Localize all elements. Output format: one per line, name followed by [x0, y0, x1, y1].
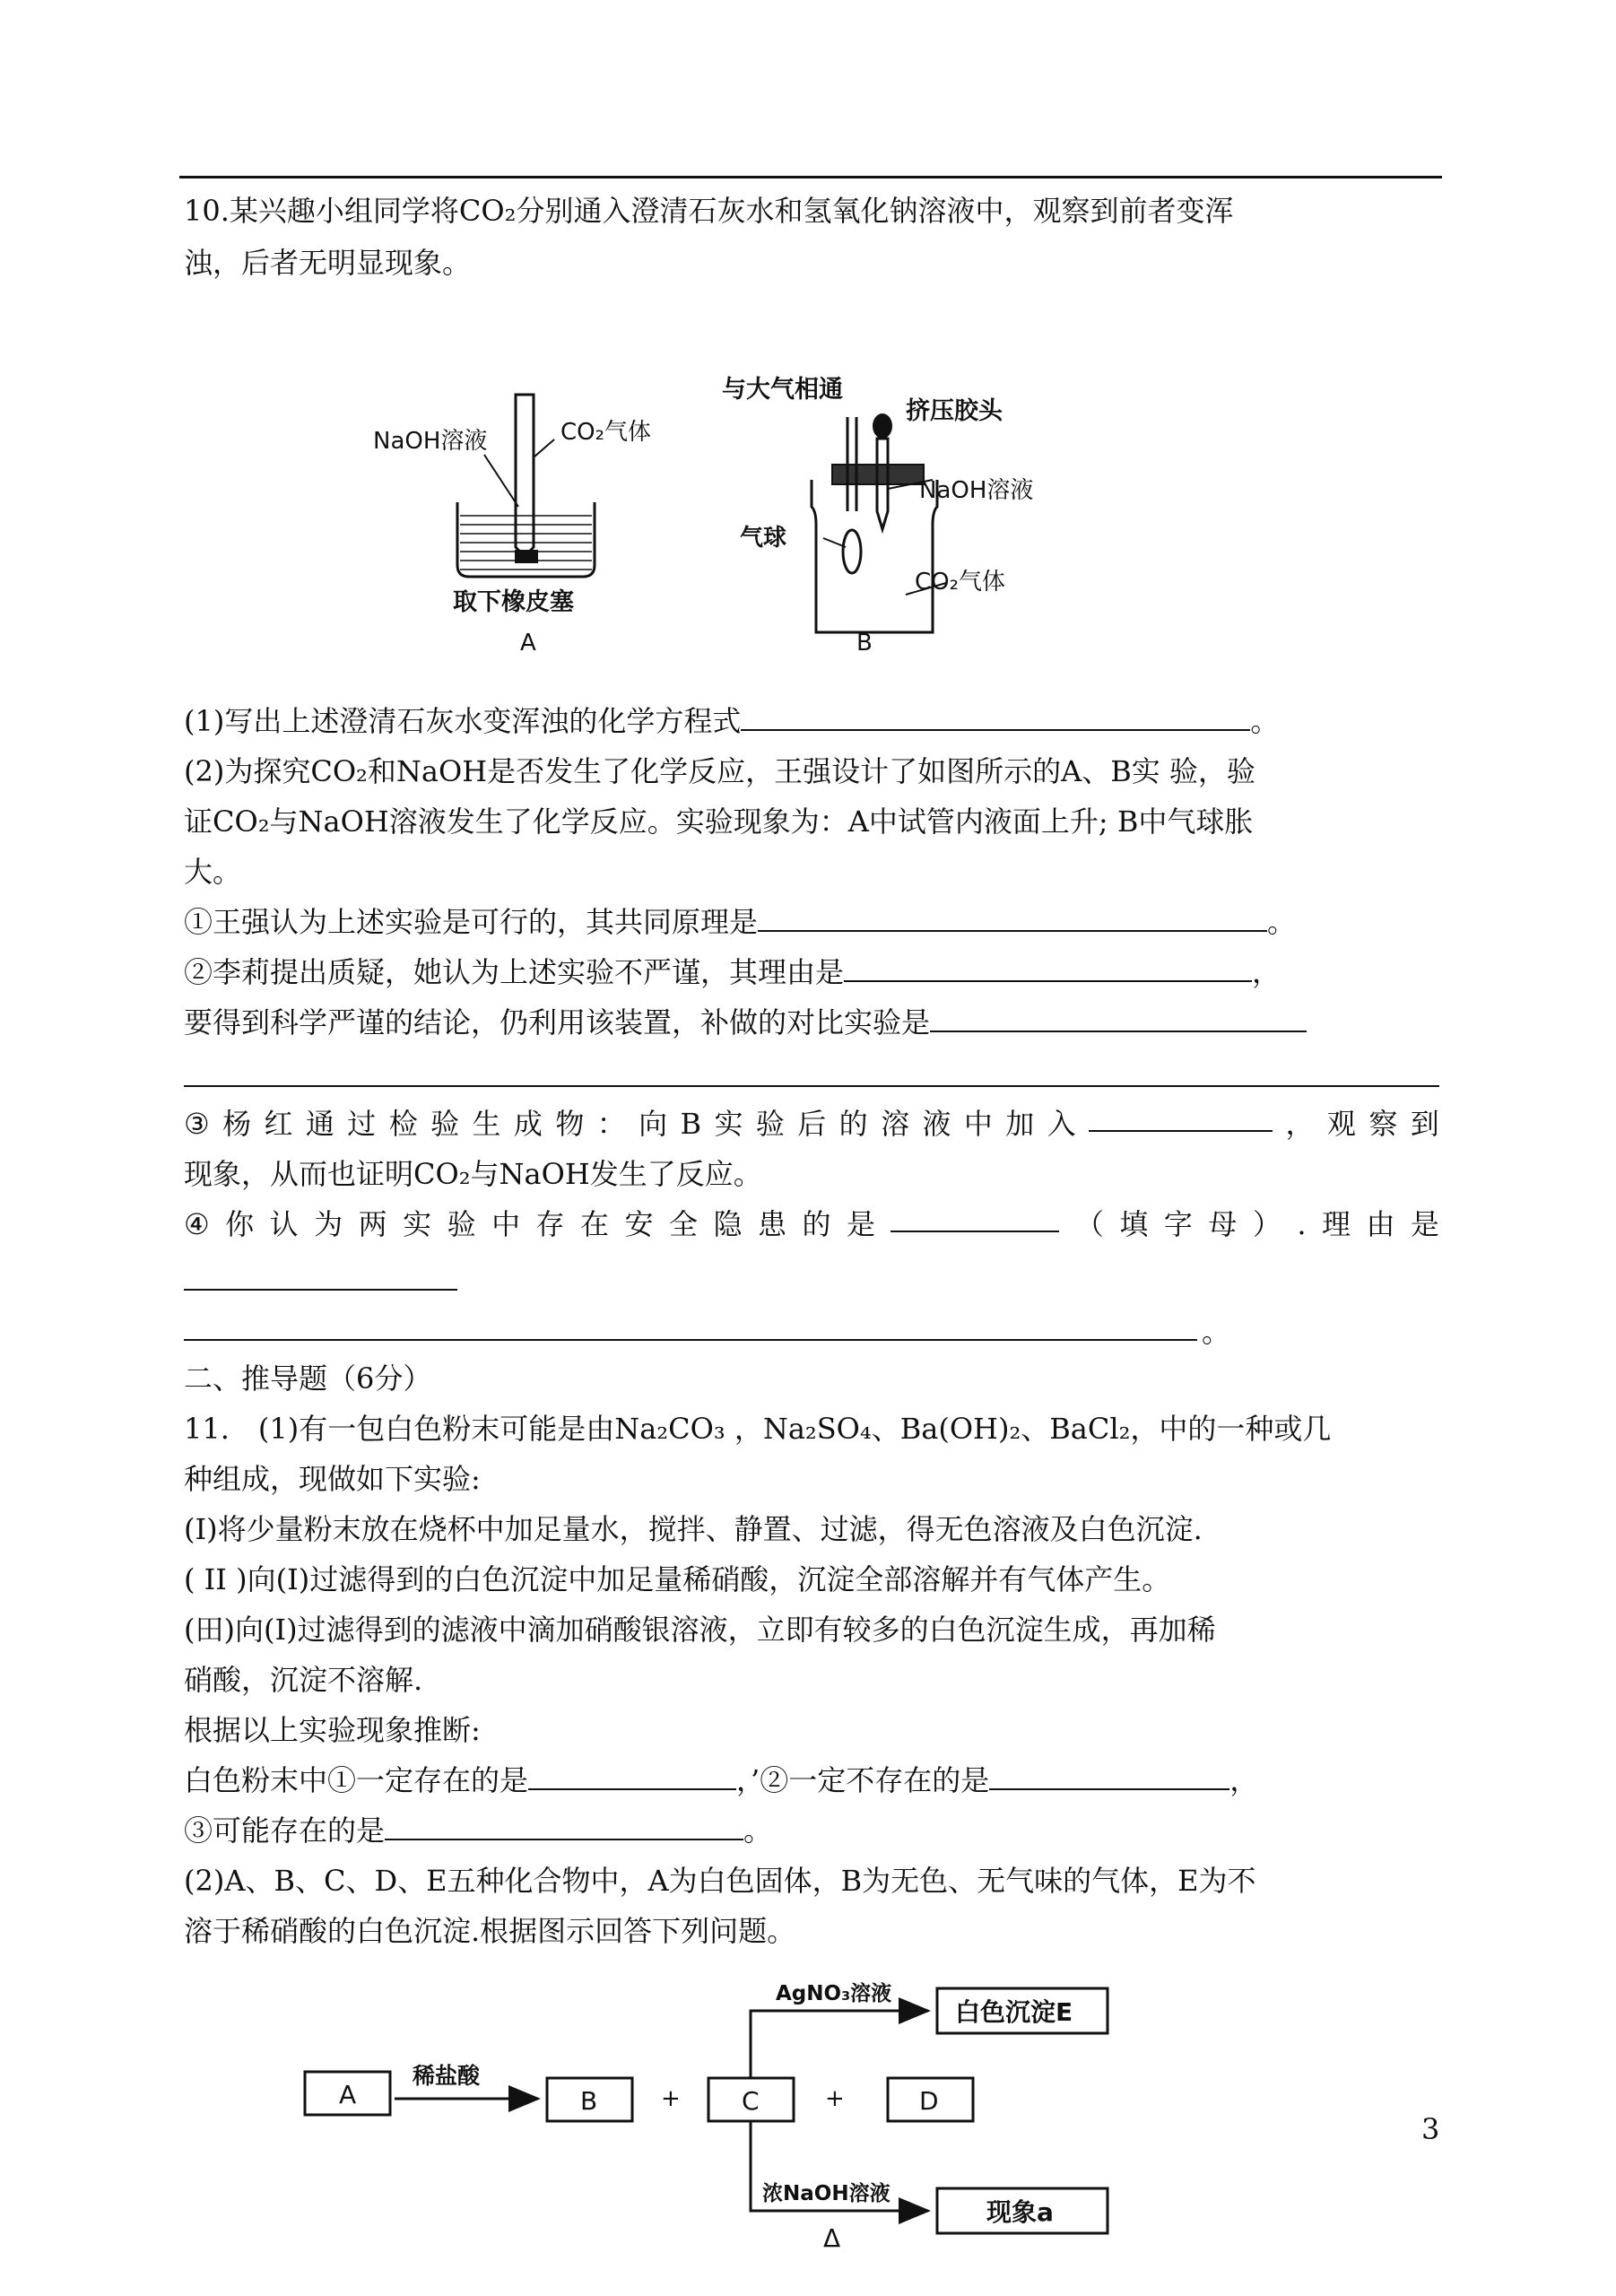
q10-sub4-char: 在	[580, 1207, 610, 1241]
q10-sub4-char: 认	[269, 1207, 299, 1241]
figb-air-label: 与大气相通	[722, 376, 843, 404]
figb-caption: B	[856, 630, 873, 657]
q10-sub3-char: 检	[388, 1107, 418, 1141]
apparatus-figure	[341, 354, 1040, 677]
q10-sub3-char: 红	[264, 1107, 293, 1141]
q10-sub4-char: 全	[669, 1207, 699, 1241]
answer-blank-reagent[interactable]	[1089, 1100, 1273, 1132]
q10-sub3-char: 加	[1005, 1107, 1035, 1141]
q10-sub4-char: 是	[1410, 1207, 1439, 1241]
q10-sub4-char: 理	[1321, 1207, 1351, 1241]
q10-sub4-char: 隐	[713, 1207, 743, 1241]
page-number: 3	[1421, 2112, 1440, 2146]
lower-condition: Δ	[823, 2223, 841, 2253]
q10-sub3-char: 中	[963, 1107, 993, 1141]
reaction-flow-diagram	[269, 1978, 1166, 2265]
q10-sub4-char: 是	[846, 1207, 875, 1241]
q10-sub3-char: 察	[1368, 1107, 1398, 1141]
q10-sub4-char: 实	[403, 1207, 432, 1241]
q10-sub4-char: 你	[225, 1207, 255, 1241]
q10-part2-line3: 大。	[184, 855, 242, 889]
q10-sub3-char: 物	[555, 1107, 585, 1141]
figa-co2-label: CO₂气体	[560, 419, 652, 446]
q11-ans1-text: 白色粉末中①一定存在的是	[184, 1763, 529, 1797]
box-d-label: D	[919, 2086, 939, 2116]
q10-sub4-char: 安	[624, 1207, 654, 1241]
answer-line-safety-reason-2[interactable]	[184, 1339, 1197, 1341]
figa-caption: A	[520, 630, 536, 657]
answer-line-control-experiment[interactable]	[184, 1085, 1439, 1087]
q10-sub3-char: 生	[472, 1107, 501, 1141]
figure-b	[722, 375, 1033, 657]
q11-step1: (I)将少量粉末放在烧杯中加足量水，搅拌、静置、过滤，得无色溶液及白色沉淀.	[184, 1512, 1203, 1546]
q10-sub1	[184, 898, 1439, 946]
q10-sub2b	[184, 998, 1439, 1047]
q10-sub3-char: 到	[1410, 1107, 1439, 1141]
q11-ans1-end: ，	[1229, 1763, 1259, 1797]
q10-sub4-char: 由	[1366, 1207, 1395, 1241]
figb-co2-label: CO₂气体	[915, 569, 1006, 596]
q10-sub4-char: 填	[1119, 1207, 1149, 1241]
q10-sub3-char: ：	[596, 1107, 626, 1141]
lower-reagent: 浓NaOH溶液	[762, 2182, 891, 2205]
upper-result: 白色沉淀E	[955, 1997, 1073, 2027]
figb-balloon-label: 气球	[740, 525, 787, 552]
q10-sub2b-text: 要得到科学严谨的结论，仍利用该装置，补做的对比实验是	[184, 1005, 931, 1039]
box-c-label: C	[742, 2086, 760, 2116]
header-rule	[179, 176, 1442, 178]
q10-sub4-end: 。	[1202, 1315, 1231, 1349]
q10-sub3-char: 溶	[881, 1107, 910, 1141]
q10-sub3-char: 过	[347, 1107, 377, 1141]
q10-sub4-char: 母	[1208, 1207, 1238, 1241]
answer-blank-must-exist[interactable]	[528, 1758, 736, 1790]
figa-stopper-label: 取下橡皮塞	[453, 588, 574, 616]
q10-sub3-char: 观	[1326, 1107, 1356, 1141]
q10-sub3-row	[184, 1100, 1439, 1148]
q10-sub3-char: 入	[1047, 1107, 1076, 1141]
figa-naoh-label: NaOH溶液	[373, 428, 488, 455]
q10-part2-line1: (2)为探究CO₂和NaOH是否发生了化学反应，王强设计了如图所示的A、B实 验，验	[184, 754, 1255, 788]
q11-step3-line2: 硝酸，沉淀不溶解.	[184, 1663, 423, 1697]
q10-sub4-row	[184, 1200, 1439, 1248]
q10-part1-text: (1)写出上述澄清石灰水变浑浊的化学方程式	[184, 704, 742, 738]
q10-part1-end: 。	[1250, 704, 1280, 738]
q10-sub3-char: 验	[755, 1107, 785, 1141]
plus-1: +	[661, 2085, 681, 2112]
q10-sub4-char: .	[1297, 1207, 1307, 1241]
section2-heading: 二、推导题（6分）	[184, 1361, 432, 1396]
q10-sub2-end: ，	[1252, 955, 1282, 989]
q10-sub4-char: （	[1074, 1207, 1104, 1241]
upper-reagent: AgNO₃溶液	[776, 1982, 892, 2005]
answer-blank-letter[interactable]	[891, 1200, 1059, 1232]
q10-sub4	[184, 1200, 1439, 1248]
q10-part1	[184, 697, 1439, 745]
q11-answer-row1	[184, 1756, 1439, 1805]
q11-part2-line1: (2)A、B、C、D、E五种化合物中，A为白色固体，B为无色、无气味的气体，E为不	[184, 1864, 1256, 1898]
q10-sub3-char: 验	[430, 1107, 460, 1141]
plus-2: +	[825, 2085, 845, 2112]
q10-sub2-text: ②李莉提出质疑，她认为上述实验不严谨，其理由是	[184, 955, 845, 989]
q10-sub3-char: B	[680, 1107, 702, 1141]
q10-sub4-char: 验	[447, 1207, 476, 1241]
q11-step3-line1: (田)向(I)过滤得到的滤液中滴加硝酸银溶液，立即有较多的白色沉淀生成，再加稀	[184, 1613, 1216, 1647]
q10-sub4-char: ④	[184, 1207, 210, 1241]
q10-intro-line2: 浊，后者无明显现象。	[184, 246, 472, 280]
q10-part2-line2: 证CO₂与NaOH溶液发生了化学反应。实验现象为：A中试管内液面上升; B中气球胀	[184, 804, 1254, 839]
q10-sub4-char: ）	[1252, 1207, 1282, 1241]
q10-sub3-char: 的	[838, 1107, 868, 1141]
q10-sub3-char: 杨	[222, 1107, 252, 1141]
q10-intro-line1: 10.某兴趣小组同学将CO₂分别通入澄清石灰水和氢氧化钠溶液中，观察到前者变浑	[184, 194, 1234, 228]
answer-blank-equation[interactable]	[741, 699, 1250, 731]
answer-blank-may-exist[interactable]	[385, 1808, 743, 1840]
q10-sub3-char: 向	[639, 1107, 668, 1141]
q10-sub3-line2: 现象，从而也证明CO₂与NaOH发生了反应。	[184, 1157, 762, 1191]
q10-sub3-char: 成	[513, 1107, 543, 1141]
answer-blank-reason[interactable]	[844, 950, 1252, 982]
answer-blank-principle[interactable]	[758, 900, 1267, 932]
q10-sub4-char: 存	[535, 1207, 565, 1241]
q10-sub3	[184, 1100, 1439, 1148]
q11-ans2-text: ③可能存在的是	[184, 1813, 386, 1848]
q10-sub4-char: 为	[314, 1207, 343, 1241]
answer-blank-must-not-exist[interactable]	[989, 1758, 1229, 1790]
q10-sub1-text: ①王强认为上述实验是可行的，其共同原理是	[184, 905, 759, 939]
q10-sub4-char: 的	[802, 1207, 831, 1241]
q11-answer-row2	[184, 1806, 1439, 1855]
q10-sub4-char: 字	[1163, 1207, 1193, 1241]
arrow-c-to-e	[751, 2011, 928, 2078]
q10-sub4-char: 两	[358, 1207, 387, 1241]
q10-sub2	[184, 948, 1439, 996]
q10-sub1-end: 。	[1267, 905, 1297, 939]
q10-sub4-char: 患	[757, 1207, 786, 1241]
lower-result: 现象a	[986, 2197, 1054, 2227]
q11-ans2-end: 。	[743, 1813, 773, 1848]
figb-squeeze-label: 挤压胶头	[906, 397, 1003, 425]
q11-step2: ( II )向(I)过滤得到的白色沉淀中加足量稀硝酸，沉淀全部溶解并有气体产生。	[184, 1562, 1171, 1596]
q10-sub3-char: 通	[305, 1107, 334, 1141]
q10-sub3-char: 后	[797, 1107, 827, 1141]
q11-ans1-mid: ，’②一定不存在的是	[736, 1763, 990, 1797]
q11-line2: 种组成，现做如下实验:	[184, 1462, 481, 1496]
q11-infer: 根据以上实验现象推断:	[184, 1713, 481, 1747]
answer-blank-control-experiment[interactable]	[930, 1000, 1307, 1032]
box-b-label: B	[580, 2086, 598, 2116]
arrow1-label: 稀盐酸	[413, 2063, 481, 2089]
q10-sub4-char: 中	[491, 1207, 521, 1241]
q10-sub3-char: ，	[1285, 1107, 1315, 1141]
q11-line1: 11. (1)有一包白色粉末可能是由Na₂CO₃ ，Na₂SO₄、Ba(OH)₂、BaCl₂，中的一种或几	[184, 1412, 1332, 1446]
q10-sub3-char: ③	[184, 1107, 210, 1141]
figb-naoh-label: NaOH溶液	[919, 477, 1034, 504]
figure-a	[373, 395, 651, 657]
box-a-label: A	[339, 2080, 357, 2109]
q10-sub3-char: 液	[922, 1107, 951, 1141]
q11-part2-line2: 溶于稀硝酸的白色沉淀.根据图示回答下列问题。	[184, 1914, 796, 1948]
q10-sub3-char: 实	[714, 1107, 743, 1141]
answer-line-safety-reason-1[interactable]	[184, 1289, 457, 1291]
